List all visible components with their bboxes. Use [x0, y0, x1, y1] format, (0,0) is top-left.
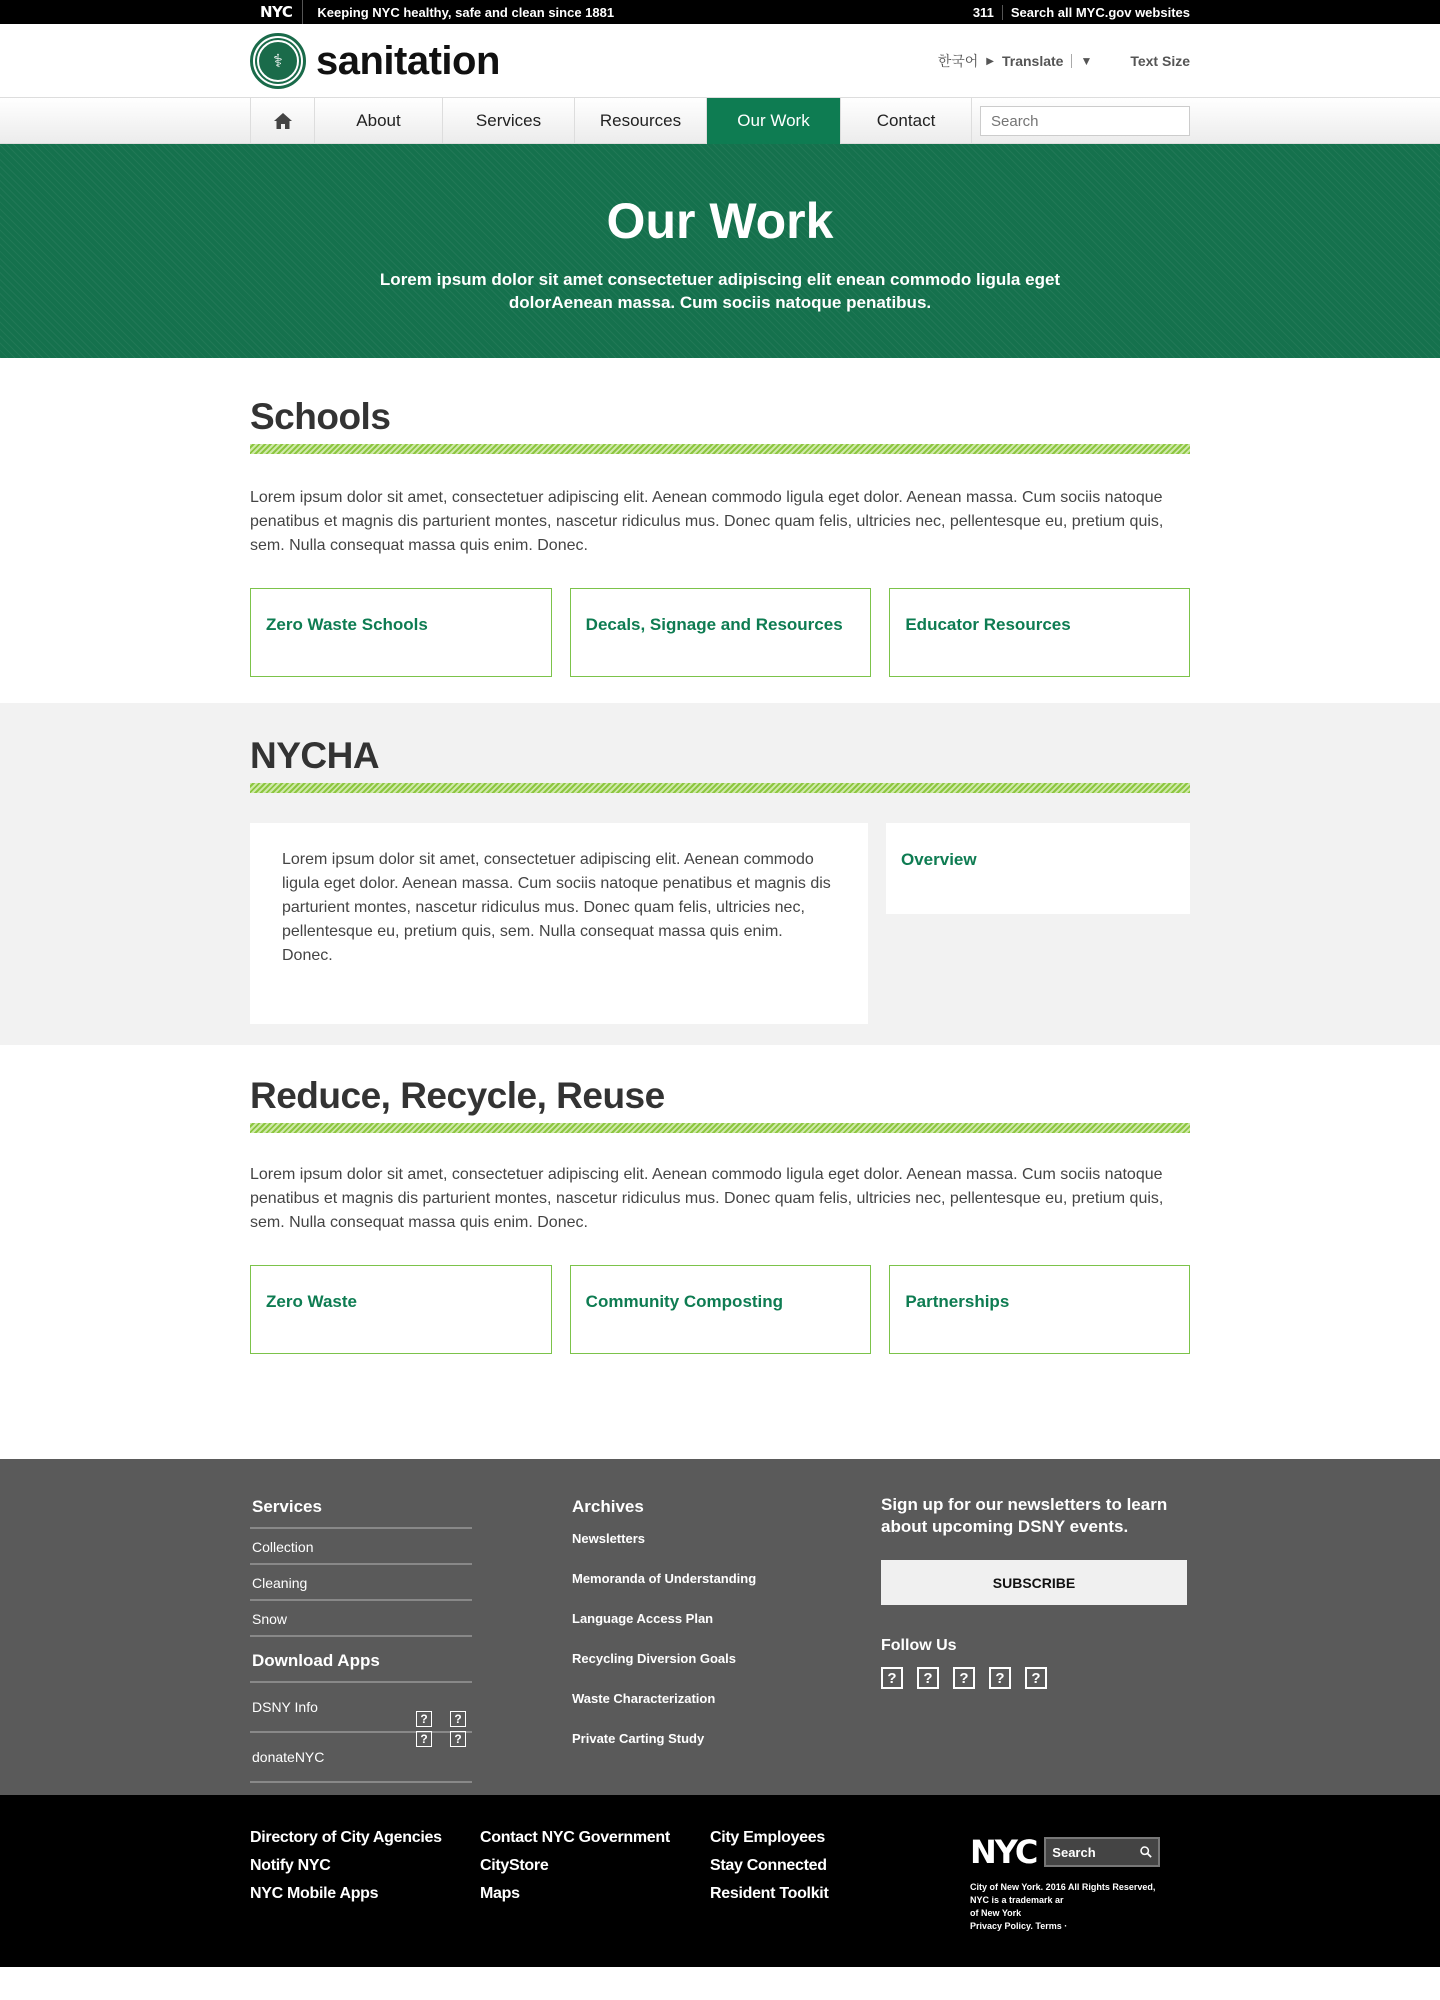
- site-footer: [0, 1459, 1440, 1795]
- instagram-icon[interactable]: ?: [953, 1667, 975, 1689]
- language-option[interactable]: 한국어: [937, 53, 979, 69]
- section-divider: [250, 783, 1190, 793]
- card-zero-waste[interactable]: Zero Waste: [250, 1265, 552, 1354]
- follow-us-label: Follow Us: [881, 1637, 957, 1654]
- app-label: donateNYC: [252, 1749, 325, 1765]
- link-stay-connected[interactable]: Stay Connected: [710, 1857, 827, 1874]
- section-reduce-recycle-reuse: [0, 1045, 1440, 1459]
- google-play-icon[interactable]: ?: [450, 1711, 466, 1727]
- footer-link-waste-characterization[interactable]: Waste Characterization: [572, 1691, 716, 1706]
- hero-subtitle: Lorem ipsum dolor sit amet consectetuer adipiscing elit enean commodo ligula eget dolorAenean massa. Cum sociis natoque penatibus.: [379, 270, 1061, 312]
- app-store-icon[interactable]: ?: [416, 1731, 432, 1747]
- text-size-button[interactable]: Text Size: [1130, 53, 1190, 69]
- nav-services[interactable]: Services: [442, 98, 574, 144]
- footer-archives-column: [572, 1497, 872, 1783]
- link-search-all[interactable]: Search all MYC.gov websites: [1010, 4, 1190, 20]
- footer-services-column: [250, 1497, 472, 1783]
- footer-heading: Download Apps: [250, 1651, 472, 1683]
- section-title: Schools: [250, 396, 391, 437]
- site-header: [0, 24, 1440, 98]
- card-zero-waste-schools[interactable]: Zero Waste Schools: [250, 588, 552, 677]
- section-body: Lorem ipsum dolor sit amet, consectetuer adipiscing elit. Aenean commodo ligula eget dolor. Aenean massa. Cum sociis natoque penatibus et magnis dis parturient montes, nascetur ridiculus mus. Donec quam felis, ultricies nec, pellentesque eu, pretium quis, sem. Nulla consequat massa quis enim. Donec.: [250, 823, 868, 1024]
- home-icon: [274, 113, 292, 129]
- card-community-composting[interactable]: Community Composting: [570, 1265, 872, 1354]
- section-nycha: [0, 703, 1440, 1045]
- tagline: Keeping NYC healthy, safe and clean since 1881: [317, 4, 615, 20]
- section-divider: [250, 444, 1190, 454]
- section-body: Lorem ipsum dolor sit amet, consectetuer adipiscing elit. Aenean commodo ligula eget dolor. Aenean massa. Cum sociis natoque penatibus et magnis dis parturient montes, nascetur ridiculus mus. Donec quam felis, ultricies nec, pellentesque eu, pretium quis, sem. Nulla consequat massa quis enim. Donec.: [250, 489, 1164, 554]
- legal-line: City of New York. 2016 All Rights Reserved,: [970, 1882, 1156, 1892]
- link-directory-agencies[interactable]: Directory of City Agencies: [250, 1829, 442, 1846]
- triangle-right-icon: ▶: [986, 55, 994, 67]
- nyc-global-footer: [0, 1795, 1440, 1967]
- link-resident-toolkit[interactable]: Resident Toolkit: [710, 1885, 829, 1902]
- footer-link-recycling-goals[interactable]: Recycling Diversion Goals: [572, 1651, 737, 1666]
- footer-newsletter-column: [881, 1497, 1187, 1783]
- hero-banner: [0, 144, 1440, 358]
- footer-link-collection[interactable]: Collection: [250, 1529, 472, 1565]
- app-label: DSNY Info: [252, 1699, 318, 1715]
- section-schools: [0, 358, 1440, 703]
- caduceus-icon: ⚕: [257, 40, 299, 82]
- footer-heading: Services: [250, 1497, 472, 1529]
- section-divider: [250, 1123, 1190, 1133]
- card-overview[interactable]: Overview: [886, 823, 1190, 914]
- section-title: Reduce, Recycle, Reuse: [250, 1075, 665, 1116]
- nav-about[interactable]: About: [314, 98, 442, 144]
- legal-text: [970, 1881, 1190, 1933]
- divider: [1071, 54, 1072, 68]
- nav-our-work[interactable]: Our Work: [706, 98, 840, 144]
- link-contact-nyc-gov[interactable]: Contact NYC Government: [480, 1829, 670, 1846]
- top-bar: [0, 0, 1440, 24]
- footer-link-private-carting[interactable]: Private Carting Study: [572, 1731, 705, 1746]
- link-notify-nyc[interactable]: Notify NYC: [250, 1857, 331, 1874]
- translate-button[interactable]: Translate: [1001, 53, 1064, 69]
- footer-link-language-access[interactable]: Language Access Plan: [572, 1611, 714, 1626]
- link-citystore[interactable]: CityStore: [480, 1857, 549, 1874]
- chevron-down-icon[interactable]: ▼: [1080, 54, 1093, 68]
- section-body: Lorem ipsum dolor sit amet, consectetuer adipiscing elit. Aenean commodo ligula eget dolor. Aenean massa. Cum sociis natoque penatibus et magnis dis parturient montes, nascetur ridiculus mus. Donec quam felis, ultricies nec, pellentesque eu, pretium quis, sem. Nulla consequat massa quis enim. Donec.: [250, 1166, 1164, 1231]
- google-play-icon[interactable]: ?: [450, 1731, 466, 1747]
- facebook-icon[interactable]: ?: [881, 1667, 903, 1689]
- link-311[interactable]: 311: [965, 5, 1003, 20]
- footer-link-snow[interactable]: Snow: [250, 1601, 472, 1637]
- legal-line: NYC is a trademark ar: [970, 1895, 1064, 1905]
- flickr-icon[interactable]: ?: [1025, 1667, 1047, 1689]
- nav-home[interactable]: [250, 98, 314, 144]
- link-city-employees[interactable]: City Employees: [710, 1829, 825, 1846]
- newsletter-text: Sign up for our newsletters to learn about upcoming DSNY events.: [881, 1495, 1168, 1536]
- footer-link-memoranda[interactable]: Memoranda of Understanding: [572, 1571, 757, 1586]
- search-icon[interactable]: [1140, 1846, 1152, 1858]
- legal-line: of New York: [970, 1908, 1022, 1918]
- footer-search-placeholder: Search: [1052, 1844, 1096, 1860]
- nav-resources[interactable]: Resources: [574, 98, 706, 144]
- card-decals-signage[interactable]: Decals, Signage and Resources: [570, 588, 872, 677]
- link-maps[interactable]: Maps: [480, 1885, 520, 1902]
- section-title: NYCHA: [250, 735, 380, 776]
- app-store-icon[interactable]: ?: [416, 1711, 432, 1727]
- footer-search-box[interactable]: [1044, 1837, 1160, 1867]
- nav-search-box: [980, 106, 1190, 136]
- twitter-icon[interactable]: ?: [917, 1667, 939, 1689]
- nyc-mini-logo[interactable]: NYC: [250, 0, 303, 24]
- nav-contact[interactable]: Contact: [840, 98, 972, 144]
- main-nav: [0, 98, 1440, 144]
- footer-link-cleaning[interactable]: Cleaning: [250, 1565, 472, 1601]
- footer-heading: Archives: [572, 1497, 644, 1516]
- card-educator-resources[interactable]: Educator Resources: [889, 588, 1190, 677]
- nyc-logo[interactable]: NYC: [970, 1833, 1037, 1871]
- youtube-icon[interactable]: ?: [989, 1667, 1011, 1689]
- search-input[interactable]: [991, 113, 1190, 130]
- subscribe-button[interactable]: SUBSCRIBE: [881, 1560, 1187, 1605]
- page-end: [0, 1967, 1440, 2000]
- card-partnerships[interactable]: Partnerships: [889, 1265, 1190, 1354]
- dsny-seal-logo[interactable]: [250, 33, 306, 89]
- footer-link-newsletters[interactable]: Newsletters: [572, 1531, 645, 1546]
- site-brand[interactable]: sanitation: [316, 38, 500, 83]
- page-title: Our Work: [606, 193, 834, 249]
- legal-line[interactable]: Privacy Policy. Terms ·: [970, 1921, 1068, 1931]
- link-nyc-mobile-apps[interactable]: NYC Mobile Apps: [250, 1885, 379, 1902]
